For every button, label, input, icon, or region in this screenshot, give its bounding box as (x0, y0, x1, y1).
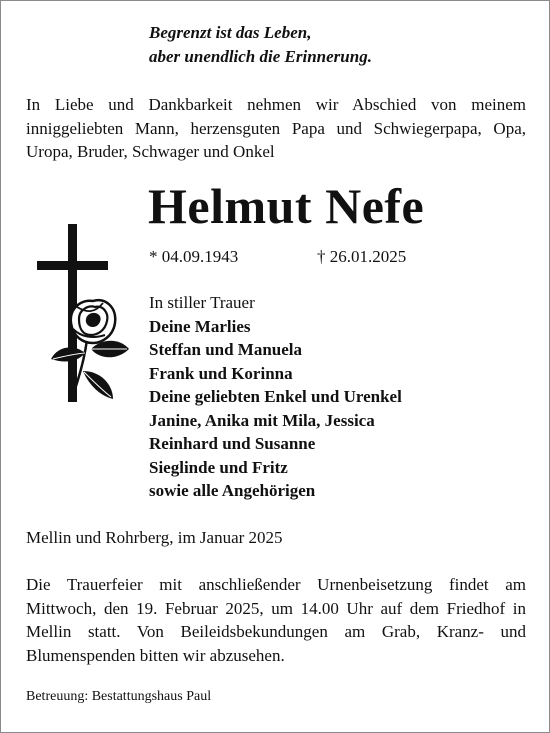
mourner-line: sowie alle Angehörigen (149, 481, 316, 500)
motto-line-1: Begrenzt ist das Leben, (149, 23, 312, 42)
mourner-line: Frank und Korinna (149, 363, 293, 383)
death-date: † 26.01.2025 (317, 247, 407, 266)
place-and-date: Mellin und Rohrberg, im Januar 2025 (26, 528, 283, 547)
funeral-home-credit: Betreuung: Bestattungshaus Paul (26, 689, 212, 704)
funeral-notice: Die Trauerfeier mit anschließender Urnenbeisetzung findet am Mittwoch, den 19. Februar 2025, um 14.00 Uhr auf dem Friedhof in Mellin statt. Von Beileidsbekundungen am Grab, Kranz- und Blumenspenden bitten wir abzusehen. (26, 575, 526, 665)
mourner-line: Reinhard und Susanne (149, 434, 316, 453)
mourners-lead: In stiller Trauer (149, 293, 255, 312)
motto-line-2: aber unendlich die Erinnerung. (149, 47, 372, 66)
deceased-name: Helmut Nefe (148, 178, 425, 234)
mourner-line: Deine Marlies (149, 316, 251, 336)
intro-text: In Liebe und Dankbarkeit nehmen wir Abschied von meinem inniggeliebten Mann, herzensguten Papa und Schwiegerpapa, Opa, Uropa, Bruder, Schwager und Onkel (26, 95, 526, 161)
mourner-line: Janine, Anika mit Mila, Jessica (149, 410, 375, 430)
life-dates (149, 246, 407, 268)
mourner-line: Deine geliebten Enkel und Urenkel (149, 387, 402, 406)
mourner-line: Sieglinde und Fritz (149, 457, 288, 477)
mourner-line: Steffan und Manuela (149, 340, 303, 359)
cross-with-rose-icon (35, 221, 135, 406)
birth-date: * 04.09.1943 (149, 247, 239, 266)
mourners-list (149, 291, 402, 503)
motto (149, 21, 372, 69)
